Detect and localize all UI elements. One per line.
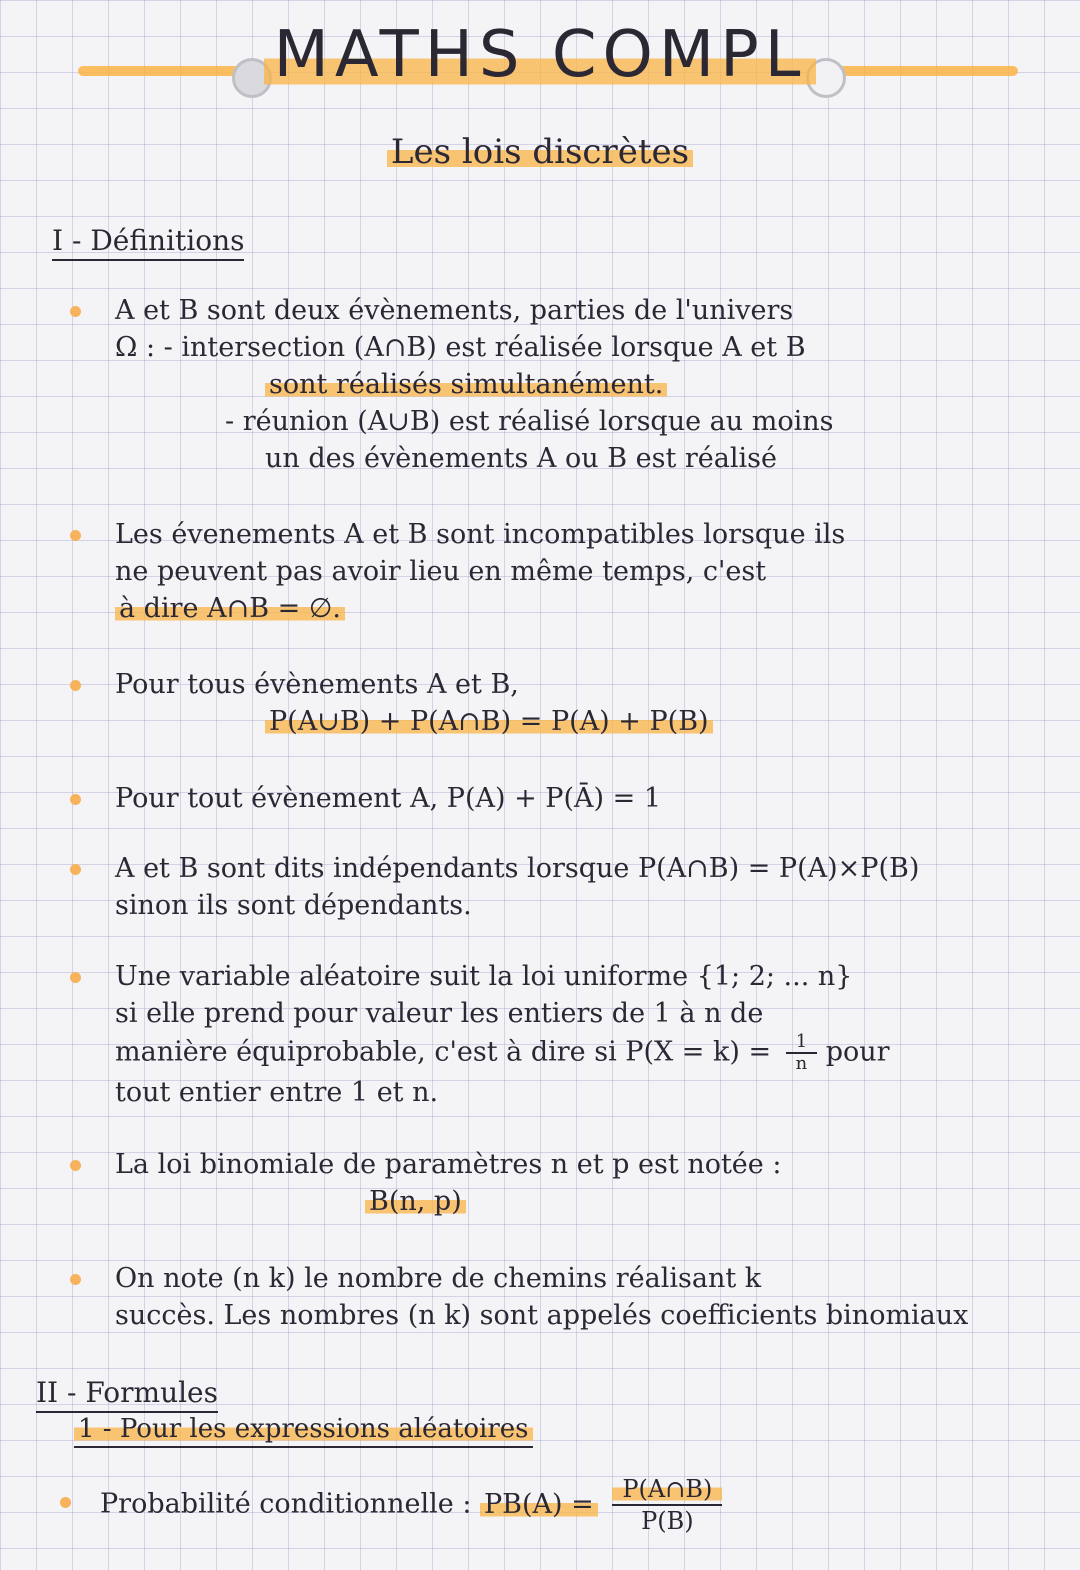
formula-union — [115, 666, 1035, 740]
bullet-icon — [70, 530, 81, 541]
definition-events — [115, 292, 1035, 477]
bullet-icon — [70, 680, 81, 691]
section-heading-definitions: I - Définitions — [52, 224, 244, 261]
text-line: B(n, p) — [115, 1183, 1035, 1220]
title-area — [0, 18, 1080, 108]
page-subtitle: Les lois discrètes — [0, 132, 1080, 172]
definition-incompatible — [115, 516, 1035, 627]
page-title: MATHS COMPL — [0, 18, 1080, 92]
fraction: $\frac{P(A\cap B)}{P(B)}$ — [612, 1474, 722, 1536]
text-line: Les évenements A et B sont incompatibles lorsque ils — [115, 519, 846, 550]
text-line: Ω : - intersection (A∩B) est réalisée lorsque A et B — [115, 332, 806, 363]
definition-independent — [115, 850, 1035, 924]
text-line: manière équiprobable, c'est à dire si P(X = k) = $\frac{1}{n}$ pour — [115, 1031, 890, 1074]
bullet-icon — [70, 972, 81, 983]
text-line: Pour tout évènement A, P(A) + P(Ā) = 1 — [115, 783, 661, 814]
definition-binomial-law — [115, 1146, 1035, 1220]
text-line: Pour tous évènements A et B, — [115, 669, 519, 700]
text-line: A et B sont dits indépendants lorsque P(A∩B) = P(A)×P(B) — [115, 853, 920, 884]
fraction: $\frac{1}{n}$ — [786, 1032, 817, 1074]
subsection-heading: 1 - Pour les expressions aléatoires — [74, 1414, 533, 1448]
text-line: A et B sont deux évènements, parties de l'univers — [115, 295, 794, 326]
bullet-icon — [60, 1497, 71, 1508]
text-line: sinon ils sont dépendants. — [115, 890, 472, 921]
bullet-icon — [70, 1274, 81, 1285]
section-heading-formulas: II - Formules — [36, 1376, 218, 1413]
text-line: Probabilité conditionnelle : PB(A) = $\frac{P(A\cap B)}{P(B)}$ — [100, 1474, 1020, 1536]
text-line: - réunion (A∪B) est réalisé lorsque au moins — [225, 406, 834, 437]
text-line: à dire A∩B = ∅. — [115, 590, 1035, 627]
text-line: un des évènements A ou B est réalisé — [265, 443, 777, 474]
text-line: Une variable aléatoire suit la loi uniforme {1; 2; ... n} — [115, 961, 853, 992]
text-line: La loi binomiale de paramètres n et p est notée : — [115, 1149, 782, 1180]
bullet-icon — [70, 794, 81, 805]
text-line: tout entier entre 1 et n. — [115, 1077, 439, 1108]
text-line: si elle prend pour valeur les entiers de 1 à n de — [115, 998, 764, 1029]
bullet-icon — [70, 864, 81, 875]
formula-conditional — [100, 1474, 1020, 1536]
bullet-icon — [70, 306, 81, 317]
bullet-icon — [70, 1160, 81, 1171]
text-line: On note (n k) le nombre de chemins réalisant k — [115, 1263, 762, 1294]
text-line: succès. Les nombres (n k) sont appelés coefficients binomiaux — [115, 1300, 969, 1331]
formula-line: P(A∪B) + P(A∩B) = P(A) + P(B) — [115, 703, 1035, 740]
text-line: ne peuvent pas avoir lieu en même temps, c'est — [115, 556, 767, 587]
definition-binomial-coefficients — [115, 1260, 1035, 1334]
text-line: sont réalisés simultanément. — [115, 366, 1035, 403]
formula-complement — [115, 780, 1035, 817]
definition-uniform-law — [115, 958, 1035, 1111]
